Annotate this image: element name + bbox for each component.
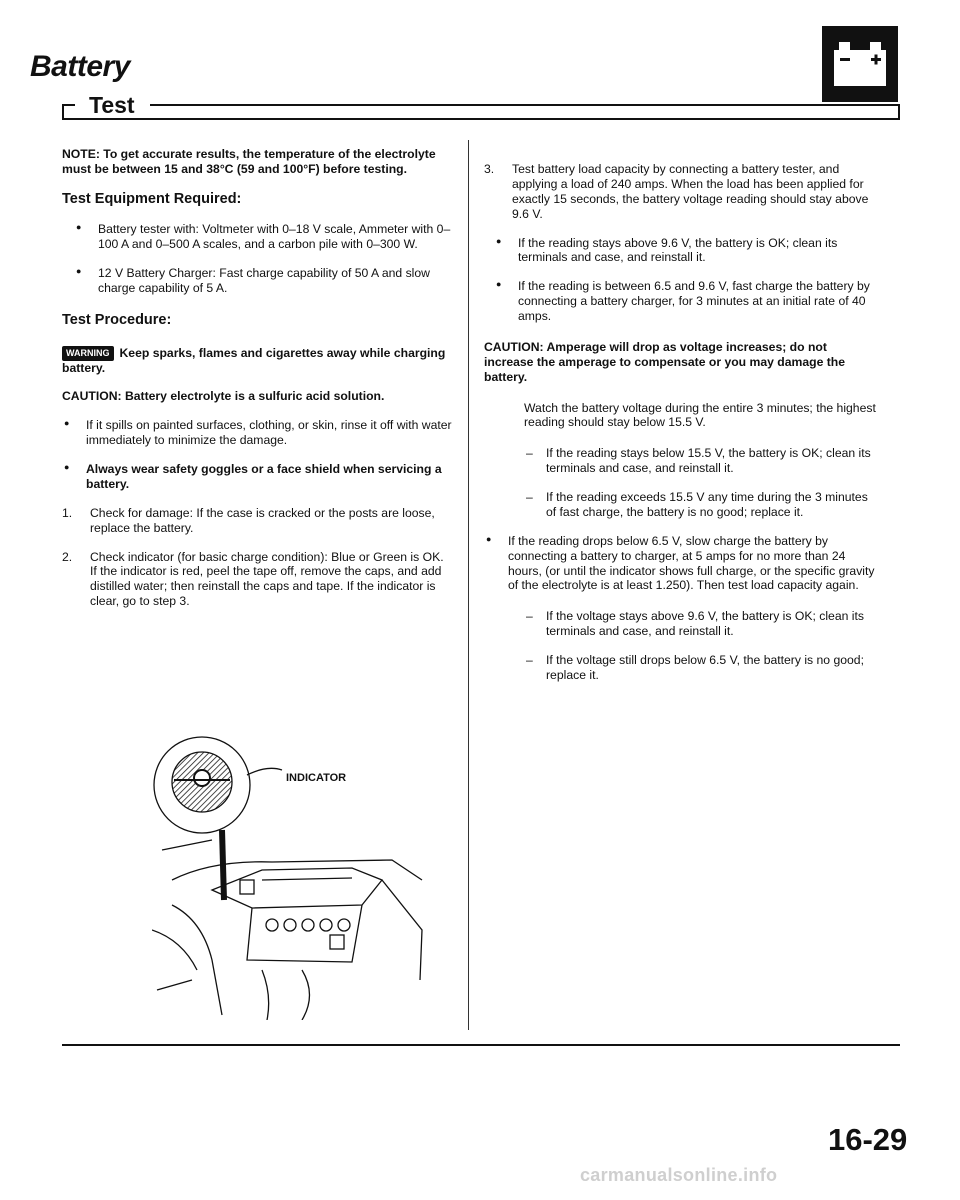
step-item <box>62 506 452 536</box>
safety-bullet: ● If it spills on painted surfaces, clothing, or skin, rinse it off with water immediately to minimize the damage. <box>62 418 452 448</box>
step-number: 2. <box>62 549 73 564</box>
page-title: Battery <box>30 50 130 83</box>
safety-bullet: ● Always wear safety goggles or a face shield when servicing a battery. <box>62 462 452 492</box>
battery-icon <box>822 26 898 102</box>
step-text: Test battery load capacity by connecting a battery tester, and applying a load of 240 amps. When the load has been applied for exactly 15 seconds, the battery voltage reading should stay above 9.6 V. <box>512 162 869 221</box>
step-text: Check for damage: If the case is cracked or the posts are loose, replace the battery. <box>90 505 435 535</box>
right-column <box>484 162 878 683</box>
warning-badge: WARNING <box>62 346 114 361</box>
warning-line <box>62 346 452 376</box>
result-dash-item: – If the reading stays below 15.5 V, the battery is OK; clean its terminals and case, and reinstall it. <box>526 446 871 476</box>
watermark-url: carmanualsonline.info <box>580 1165 778 1185</box>
step-number: 3. <box>484 162 495 176</box>
equipment-heading: Test Equipment Required: <box>62 190 242 207</box>
step-item <box>62 550 452 610</box>
caution-text: CAUTION: Battery electrolyte is a sulfuric acid solution. <box>62 389 385 404</box>
frame-bottom-rule <box>62 1044 900 1046</box>
step-item <box>484 162 878 222</box>
frame-right-tick <box>898 104 900 120</box>
page-number: 16-29 <box>828 1122 908 1157</box>
left-column <box>62 147 452 609</box>
column-divider <box>468 140 469 1030</box>
warning-text: Keep sparks, flames and cigarettes away while charging battery. <box>62 345 446 375</box>
section-heading-test: Test <box>75 92 145 119</box>
caution-text: CAUTION: Amperage will drop as voltage increases; do not increase the amperage to compensate or you may damage the battery. <box>484 339 846 384</box>
frame-left-tick <box>62 104 64 118</box>
step-number: 1. <box>62 505 73 520</box>
equipment-item: ● 12 V Battery Charger: Fast charge capability of 50 A and slow charge capability of 5 A. <box>74 266 452 296</box>
result-dash-item: – If the voltage stays above 9.6 V, the battery is OK; clean its terminals and case, and reinstall it. <box>526 609 864 639</box>
result-dash-item: – If the voltage still drops below 6.5 V, the battery is no good; replace it. <box>526 653 864 682</box>
frame-content-top-rule <box>62 118 900 120</box>
frame-top-rule <box>150 104 900 106</box>
step-text: Check indicator (for basic charge condition): Blue or Green is OK. If the indicator is red, peel the tape off, remove the caps, and add distilled water; then reinstall the caps and tape. If the indicator is clear, go to step 3. <box>90 549 444 609</box>
result-bullet: ● If the reading is between 6.5 and 9.6 V, fast charge the battery by connecting a battery charger, for 3 minutes at an initial rate of 40 amps. <box>494 279 878 324</box>
result-bullet: ● If the reading drops below 6.5 V, slow charge the battery by connecting a battery to charger, at 5 amps for no more than 24 hours, (or until the indicator shows full charge, or the specific gravity of the electrolyte is at least 1.250). Then test load capacity again. <box>484 534 878 594</box>
result-dash-item: – If the reading exceeds 15.5 V any time during the 3 minutes of fast charge, the battery is no good; replace it. <box>526 490 868 519</box>
dash-text: If the voltage still drops below 6.5 V, the battery is no good; replace it. <box>546 653 864 682</box>
procedure-heading: Test Procedure: <box>62 311 172 328</box>
watch-text: Watch the battery voltage during the entire 3 minutes; the highest reading should stay below 15.5 V. <box>524 400 876 430</box>
dash-text: If the voltage stays above 9.6 V, the battery is OK; clean its terminals and case, and reinstall it. <box>546 609 864 639</box>
equipment-item: ● Battery tester with: Voltmeter with 0–18 V scale, Ammeter with 0–100 A and 0–500 A scales, and a carbon pile with 0–300 W. <box>74 222 452 252</box>
dash-text: If the reading exceeds 15.5 V any time during the 3 minutes of fast charge, the battery is no good; replace it. <box>546 490 868 519</box>
result-bullet: ● If the reading stays above 9.6 V, the battery is OK; clean its terminals and case, and reinstall it. <box>494 236 878 266</box>
dash-text: If the reading stays below 15.5 V, the battery is OK; clean its terminals and case, and reinstall it. <box>546 446 871 476</box>
indicator-callout: INDICATOR <box>286 772 347 784</box>
note-text: NOTE: To get accurate results, the temperature of the electrolyte must be between 15 and 38°C (59 and 100°F) before testing. <box>62 147 436 176</box>
